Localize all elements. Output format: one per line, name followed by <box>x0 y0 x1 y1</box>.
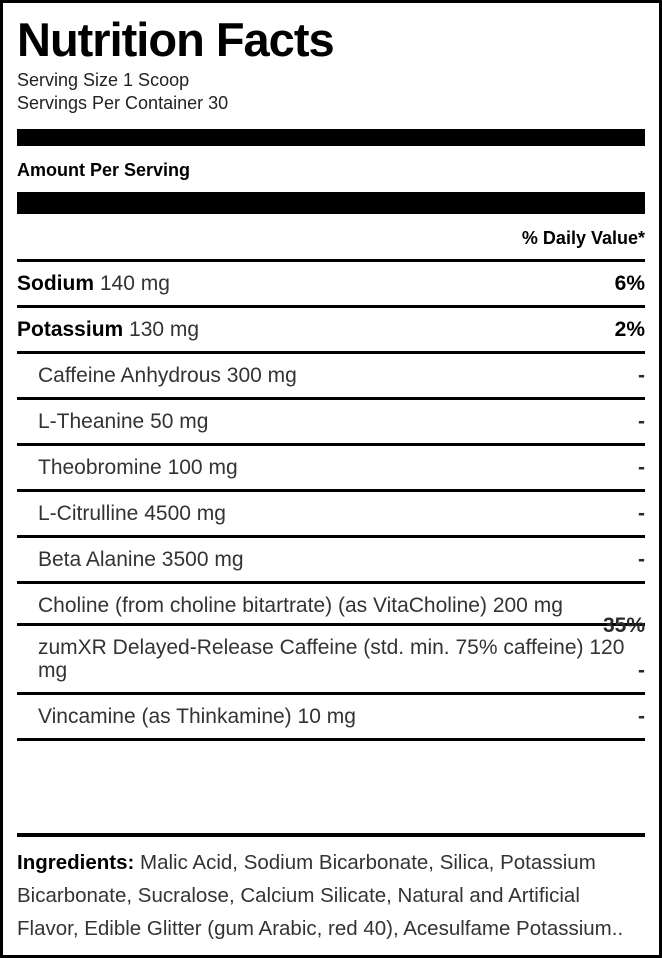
nutrient-name: Vincamine (as Thinkamine) <box>38 705 292 728</box>
nutrient-amount: 50 mg <box>150 410 209 433</box>
nutrient-name-amount <box>17 318 605 341</box>
nutrient-name: Choline (from choline bitartrate) (as VitaCholine) <box>38 594 487 617</box>
nutrient-daily-value: - <box>638 456 645 479</box>
ingredients-section <box>17 833 645 955</box>
nutrient-rows <box>17 262 645 741</box>
nutrient-row <box>17 354 645 400</box>
nutrient-row <box>17 492 645 538</box>
nutrient-name: L-Citrulline <box>38 502 139 525</box>
nutrient-amount: 120 mg <box>38 636 625 682</box>
separator-bar-top <box>17 129 645 146</box>
label-title: Nutrition Facts <box>17 13 334 66</box>
nutrient-daily-value: 2% <box>614 318 645 341</box>
nutrient-name-amount <box>38 548 628 571</box>
nutrient-daily-value: - <box>638 548 645 571</box>
nutrient-name-amount <box>38 410 628 433</box>
nutrient-name: L-Theanine <box>38 410 145 433</box>
empty-spacer <box>17 741 645 833</box>
nutrient-name-amount <box>38 705 628 728</box>
nutrient-amount: 130 mg <box>129 318 200 341</box>
nutrient-row <box>17 626 645 695</box>
nutrient-row <box>17 538 645 584</box>
nutrient-daily-value: - <box>638 502 645 525</box>
nutrient-name-amount <box>38 594 645 617</box>
ingredients-label: Ingredients: <box>17 851 135 874</box>
amount-per-serving: Amount Per Serving <box>17 160 191 180</box>
nutrient-name: Theobromine <box>38 456 162 479</box>
servings-per-container: Servings Per Container 30 <box>17 93 229 113</box>
nutrient-name: Sodium <box>17 272 94 295</box>
nutrient-amount: 100 mg <box>167 456 238 479</box>
nutrient-daily-value: - <box>638 364 645 387</box>
ingredients-text: Malic Acid, Sodium Bicarbonate, Silica, Potassium Bicarbonate, Sucralose, Calcium Silicate, Natural and Artificial Flavor, Edible Glitter (gum Arabic, red 40), Acesulfame Potassium.. <box>17 851 624 940</box>
nutrient-amount: 300 mg <box>226 364 297 387</box>
nutrient-row <box>17 446 645 492</box>
nutrient-row <box>17 695 645 741</box>
nutrient-daily-value: 6% <box>614 272 645 295</box>
nutrient-name-amount <box>17 272 605 295</box>
nutrient-name-amount <box>38 456 628 479</box>
nutrient-row <box>17 400 645 446</box>
nutrient-amount: 10 mg <box>297 705 356 728</box>
nutrient-row <box>17 308 645 354</box>
nutrient-name-amount <box>38 364 628 387</box>
nutrient-daily-value: - <box>638 410 645 433</box>
nutrient-daily-value: - <box>638 659 645 682</box>
separator-bar-thick <box>17 192 645 214</box>
nutrient-amount: 3500 mg <box>161 548 244 571</box>
nutrient-name-amount <box>38 636 628 682</box>
nutrient-daily-value: - <box>638 705 645 728</box>
nutrient-name-amount <box>38 502 628 525</box>
nutrient-row <box>17 584 645 637</box>
daily-value-header: % Daily Value* <box>17 214 645 262</box>
nutrient-name: Beta Alanine <box>38 548 156 571</box>
nutrient-amount: 140 mg <box>99 272 170 295</box>
nutrient-row <box>17 262 645 308</box>
nutrient-amount: 200 mg <box>492 594 563 617</box>
nutrient-name: zumXR Delayed-Release Caffeine (std. min. 75% caffeine) <box>38 636 584 659</box>
nutrient-amount: 4500 mg <box>144 502 226 525</box>
nutrient-daily-value: 35% <box>602 614 645 637</box>
nutrient-name: Potassium <box>17 318 124 341</box>
serving-size: Serving Size 1 Scoop <box>17 70 190 90</box>
nutrient-name: Caffeine Anhydrous <box>38 364 221 387</box>
